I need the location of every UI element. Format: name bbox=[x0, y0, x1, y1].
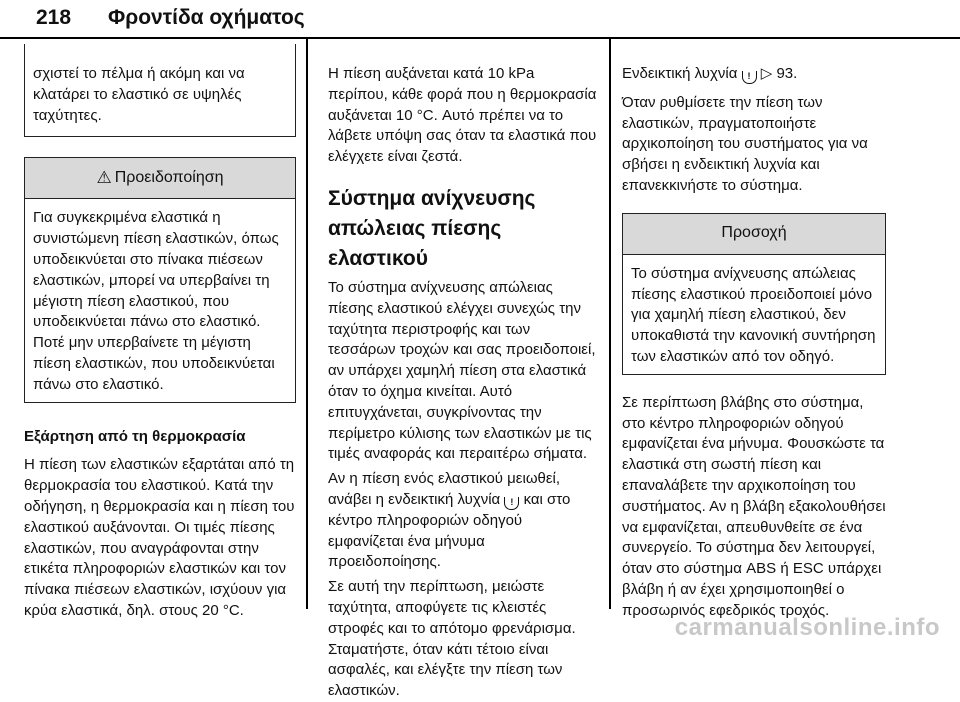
caution-body: Το σύστημα ανίχνευσης απώλειας πίεσης ελαστικού προειδοποιεί μόνο για χαμηλή πίεση ελαστικού, δεν υποκαθιστά την κανονική συντήρηση των ελαστικών από τον οδηγό. bbox=[631, 264, 876, 365]
warning-body: Για συγκεκριμένα ελαστικά η συνιστώμενη πίεση ελαστικών, όπως υποδεικνύεται στο πίνακα πιέσεων ελαστικών, μπορεί να υπερβαίνει τη μέγιστη πίεση ελαστικού, που υποδεικνύεται πάνω στο ελαστικό. Ποτέ μην υπερβαίνετε τη μέγιστη πίεση ελαστικών, που υποδεικνύεται πάνω στο ελαστικό. bbox=[33, 209, 279, 393]
lamp-ref-page: 93. bbox=[776, 65, 798, 82]
caution-header bbox=[623, 214, 885, 255]
section-title: Σύστημα ανίχνευσης απώλειας πίεσης ελαστικού bbox=[328, 186, 536, 270]
column-1 bbox=[24, 44, 296, 622]
column-2 bbox=[328, 64, 598, 702]
reset-paragraph: Όταν ρυθμίσετε την πίεση των ελαστικών, πραγματοποιήστε αρχικοποίηση του συστήματος για να σβήσει η ενδεικτική λυχνία και επανεκκινήστε το σύστημα. bbox=[622, 93, 868, 194]
continued-box bbox=[24, 44, 296, 137]
subheading-temperature: Εξάρτηση από τη θερμοκρασία bbox=[24, 427, 246, 445]
caution-title: Προσοχή bbox=[721, 224, 787, 242]
warning-title: Προειδοποίηση bbox=[114, 168, 224, 186]
column-divider-1 bbox=[306, 39, 308, 609]
column-3 bbox=[622, 64, 886, 622]
lamp-reference bbox=[622, 64, 886, 85]
warning-box bbox=[24, 157, 296, 402]
pressure-paragraph: Η πίεση αυξάνεται κατά 10 kPa περίπου, κάθε φορά που η θερμοκρασία αυξάνεται 10 °C. Αυτό πρέπει να το λάβετε υπόψη σας όταν τα ελαστικά που ελέγχετε είναι ζεστά. bbox=[328, 65, 597, 166]
watermark: carmanualsonline.info bbox=[674, 614, 940, 641]
reference-arrow-icon: ▷ bbox=[760, 65, 773, 82]
temperature-paragraph: Η πίεση των ελαστικών εξαρτάται από τη θερμοκρασία του ελαστικού. Κατά την οδήγηση, η θερμοκρασία και η πίεση του ελαστικού αυξάνονται. Οι τιμές πίεσης ελαστικών, που αναγράφονται στην ετικέτα πληροφοριών ελαστικών και τον πίνακα πιέσεων ελαστικών, ισχύουν για κρύα ελαστικά, δηλ. στους 20 °C. bbox=[24, 456, 295, 619]
lamp-ref-text: Ενδεικτική λυχνία bbox=[622, 65, 738, 82]
column-divider-2 bbox=[609, 39, 611, 609]
fault-paragraph: Σε περίπτωση βλάβης στο σύστημα, στο κέντρο πληροφοριών οδηγού εμφανίζεται ένα μήνυμα. Φουσκώστε τα ελαστικά στη σωστή πίεση και επαναλάβετε την αρχικοποίηση του συστήματος. Αν η βλάβη εξακολουθήσει να εμφανίζεται, απευθυνθείτε σε ένα συνεργείο. Το σύστημα δεν λειτουργεί, όταν στο σύστημα ABS ή ESC υπάρχει βλάβη ή αν έχει χρησιμοποιηθεί ο προσωρινός εφεδρικός τροχός. bbox=[622, 393, 886, 619]
system-paragraph: Το σύστημα ανίχνευσης απώλειας πίεσης ελαστικού ελέγχει συνεχώς την ταχύτητα περιστροφής και των τεσσάρων τροχών και σας προειδοποιεί, αν υπάρχει χαμηλή πίεση στα ελαστικά όταν το όχημα κινείται. Αυτό επιτυγχάνεται, συγκρίνοντας την περίμετρο κύλισης των ελαστικών με τις τιμές αναφοράς και περαιτέρω σήματα. bbox=[328, 278, 596, 463]
page-number: 218 bbox=[36, 6, 72, 29]
continued-text: σχιστεί το πέλμα ή ακόμη και να κλατάρει το ελαστικό σε υψηλές ταχύτητες. bbox=[33, 65, 245, 124]
tire-pressure-icon: ! bbox=[504, 497, 519, 510]
warning-icon: ⚠ bbox=[96, 167, 112, 187]
running-title: Φροντίδα οχήματος bbox=[108, 6, 305, 29]
tire-pressure-icon: ! bbox=[742, 71, 757, 84]
caution-box bbox=[622, 213, 886, 375]
lamp-text-a: Αν η πίεση ενός ελαστικού μειωθεί, ανάβει η ενδεικτική λυχνία bbox=[328, 470, 561, 508]
lamp-paragraph bbox=[328, 469, 598, 573]
action-paragraph: Σε αυτή την περίπτωση, μειώστε ταχύτητα, αποφύγετε τις κλειστές στροφές και το απότομο φρενάρισμα. Σταματήστε, όταν κάτι τέτοιο είναι ασφαλές, και ελέγξτε την πίεση των ελαστικών. bbox=[328, 578, 576, 700]
lamp-text-b: και στο κέντρο πληροφοριών οδηγού εμφανίζεται ένα μήνυμα προειδοποίησης. bbox=[328, 490, 571, 571]
header-rule bbox=[0, 37, 960, 39]
warning-header bbox=[25, 158, 295, 199]
